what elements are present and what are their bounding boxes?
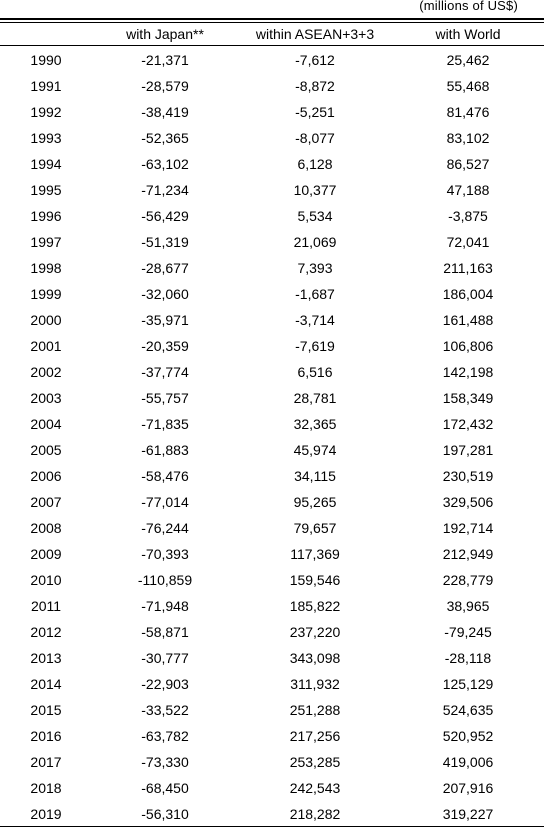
table-row — [0, 229, 544, 255]
cell-with-world: 81,476 — [446, 104, 490, 120]
table-row — [0, 437, 544, 463]
cell-with-japan: -35,971 — [141, 312, 189, 328]
cell-within-asean: 251,288 — [289, 702, 341, 718]
cell-with-world: 161,488 — [442, 312, 494, 328]
table-row — [0, 697, 544, 723]
table-row — [0, 671, 544, 697]
cell-year: 2018 — [30, 780, 62, 796]
cell-year: 2002 — [30, 364, 62, 380]
header-with-world: with World — [435, 26, 501, 42]
cell-with-world: 83,102 — [446, 130, 490, 146]
table-row — [0, 47, 544, 73]
cell-within-asean: 237,220 — [289, 624, 341, 640]
cell-with-world: 230,519 — [442, 468, 494, 484]
cell-year: 2008 — [30, 520, 62, 536]
cell-with-world: 192,714 — [442, 520, 494, 536]
cell-with-world: 419,006 — [442, 754, 494, 770]
cell-with-japan: -33,522 — [141, 702, 189, 718]
cell-with-japan: -28,579 — [141, 78, 189, 94]
cell-with-world: 72,041 — [446, 234, 490, 250]
table-row — [0, 151, 544, 177]
table-row — [0, 749, 544, 775]
cell-within-asean: -1,687 — [295, 286, 335, 302]
table-row — [0, 801, 544, 827]
cell-within-asean: 28,781 — [293, 390, 337, 406]
cell-with-world: 38,965 — [446, 598, 490, 614]
cell-within-asean: 159,546 — [289, 572, 341, 588]
cell-within-asean: 6,128 — [297, 156, 333, 172]
cell-year: 2006 — [30, 468, 62, 484]
cell-with-world: 197,281 — [442, 442, 494, 458]
cell-year: 2005 — [30, 442, 62, 458]
table-row — [0, 645, 544, 671]
cell-within-asean: 218,282 — [289, 806, 341, 822]
cell-with-world: -3,875 — [448, 208, 488, 224]
cell-year: 1992 — [30, 104, 62, 120]
cell-within-asean: -5,251 — [295, 104, 335, 120]
table-row — [0, 567, 544, 593]
cell-with-world: 524,635 — [442, 702, 494, 718]
cell-within-asean: 79,657 — [293, 520, 337, 536]
cell-with-japan: -61,883 — [141, 442, 189, 458]
cell-with-world: 211,163 — [443, 260, 493, 276]
table-row — [0, 541, 544, 567]
cell-with-japan: -63,782 — [141, 728, 189, 744]
cell-year: 2016 — [30, 728, 62, 744]
cell-with-japan: -77,014 — [141, 494, 189, 510]
cell-within-asean: 242,543 — [289, 780, 341, 796]
cell-with-japan: -76,244 — [141, 520, 189, 536]
cell-year: 1990 — [30, 52, 62, 68]
cell-with-world: 212,949 — [442, 546, 494, 562]
cell-within-asean: 5,534 — [297, 208, 333, 224]
cell-with-japan: -52,365 — [141, 130, 189, 146]
header-with-japan: with Japan** — [126, 26, 204, 42]
cell-year: 2004 — [30, 416, 62, 432]
cell-within-asean: 45,974 — [293, 442, 337, 458]
cell-within-asean: 95,265 — [293, 494, 337, 510]
table-row — [0, 203, 544, 229]
cell-within-asean: 34,115 — [294, 468, 336, 484]
cell-with-japan: -56,429 — [141, 208, 189, 224]
cell-year: 2010 — [30, 572, 62, 588]
table-row — [0, 73, 544, 99]
table-row — [0, 593, 544, 619]
cell-with-world: 25,462 — [446, 52, 490, 68]
cell-with-japan: -55,757 — [141, 390, 189, 406]
cell-with-japan: -71,234 — [141, 182, 189, 198]
cell-within-asean: 6,516 — [297, 364, 333, 380]
cell-with-japan: -71,948 — [141, 598, 189, 614]
cell-within-asean: 10,377 — [293, 182, 337, 198]
cell-within-asean: 311,932 — [290, 676, 340, 692]
cell-year: 2001 — [30, 338, 62, 354]
cell-with-japan: -68,450 — [141, 780, 189, 796]
cell-year: 2019 — [30, 806, 62, 822]
cell-with-world: 207,916 — [442, 780, 494, 796]
cell-year: 1996 — [30, 208, 62, 224]
header-rule — [0, 45, 544, 46]
cell-with-japan: -38,419 — [141, 104, 189, 120]
table-row — [0, 255, 544, 281]
top-rule — [0, 18, 544, 20]
cell-within-asean: -7,619 — [295, 338, 335, 354]
cell-with-world: 329,506 — [442, 494, 494, 510]
cell-year: 2011 — [30, 598, 62, 614]
cell-with-world: 86,527 — [446, 156, 490, 172]
cell-within-asean: -7,612 — [295, 52, 335, 68]
cell-within-asean: -8,077 — [295, 130, 335, 146]
cell-with-world: -79,245 — [444, 624, 492, 640]
cell-year: 2007 — [30, 494, 62, 510]
cell-year: 2013 — [30, 650, 62, 666]
cell-year: 2017 — [30, 754, 62, 770]
cell-with-world: 55,468 — [446, 78, 490, 94]
cell-with-japan: -70,393 — [141, 546, 189, 562]
table-header — [0, 25, 544, 43]
cell-year: 2012 — [30, 624, 62, 640]
cell-within-asean: 343,098 — [289, 650, 341, 666]
cell-within-asean: 217,256 — [289, 728, 341, 744]
cell-with-world: 186,004 — [442, 286, 494, 302]
table-row — [0, 775, 544, 801]
cell-with-world: 125,129 — [442, 676, 494, 692]
cell-with-japan: -22,903 — [141, 676, 189, 692]
cell-with-japan: -51,319 — [141, 234, 189, 250]
cell-with-japan: -58,871 — [141, 624, 189, 640]
cell-with-japan: -20,359 — [141, 338, 189, 354]
cell-with-world: 319,227 — [442, 806, 494, 822]
cell-year: 2014 — [30, 676, 62, 692]
cell-with-world: 142,198 — [442, 364, 494, 380]
cell-within-asean: 253,285 — [289, 754, 341, 770]
cell-year: 1997 — [30, 234, 62, 250]
table-row — [0, 359, 544, 385]
cell-with-japan: -21,371 — [141, 52, 189, 68]
cell-with-japan: -56,310 — [141, 806, 189, 822]
table-row — [0, 177, 544, 203]
cell-year: 1995 — [30, 182, 62, 198]
cell-within-asean: 32,365 — [293, 416, 337, 432]
cell-with-japan: -32,060 — [141, 286, 189, 302]
cell-within-asean: -8,872 — [295, 78, 335, 94]
table-row — [0, 463, 544, 489]
cell-year: 2015 — [30, 702, 62, 718]
table-row — [0, 281, 544, 307]
table-row — [0, 723, 544, 749]
cell-with-japan: -30,777 — [141, 650, 189, 666]
table-row — [0, 385, 544, 411]
top-rule-inner — [0, 22, 544, 23]
header-within-asean: within ASEAN+3+3 — [255, 26, 375, 42]
table-row — [0, 125, 544, 151]
cell-within-asean: 117,369 — [290, 546, 340, 562]
cell-within-asean: 7,393 — [297, 260, 333, 276]
cell-year: 1991 — [30, 78, 62, 94]
table-row — [0, 307, 544, 333]
cell-with-world: 47,188 — [446, 182, 490, 198]
table-row — [0, 411, 544, 437]
cell-with-japan: -58,476 — [141, 468, 189, 484]
unit-note: (millions of US$) — [419, 0, 518, 13]
cell-with-japan: -28,677 — [141, 260, 189, 276]
cell-within-asean: 185,822 — [289, 598, 341, 614]
table-body — [0, 47, 544, 827]
cell-year: 1993 — [30, 130, 62, 146]
cell-year: 2000 — [30, 312, 62, 328]
cell-with-japan: -73,330 — [141, 754, 189, 770]
cell-with-japan: -110,859 — [137, 572, 193, 588]
cell-year: 2009 — [30, 546, 62, 562]
cell-with-world: 106,806 — [442, 338, 494, 354]
table-row — [0, 515, 544, 541]
table-row — [0, 333, 544, 359]
cell-within-asean: -3,714 — [295, 312, 335, 328]
cell-year: 1994 — [30, 156, 62, 172]
cell-with-world: 520,952 — [442, 728, 494, 744]
cell-year: 2003 — [30, 390, 62, 406]
table-row — [0, 99, 544, 125]
cell-with-japan: -71,835 — [141, 416, 189, 432]
cell-year: 1999 — [30, 286, 62, 302]
table-row — [0, 619, 544, 645]
cell-with-japan: -63,102 — [141, 156, 189, 172]
cell-within-asean: 21,069 — [293, 234, 337, 250]
cell-with-japan: -37,774 — [141, 364, 189, 380]
cell-year: 1998 — [30, 260, 62, 276]
cell-with-world: 228,779 — [442, 572, 494, 588]
cell-with-world: 172,432 — [442, 416, 494, 432]
cell-with-world: -28,118 — [444, 650, 492, 666]
cell-with-world: 158,349 — [442, 390, 494, 406]
table-row — [0, 489, 544, 515]
